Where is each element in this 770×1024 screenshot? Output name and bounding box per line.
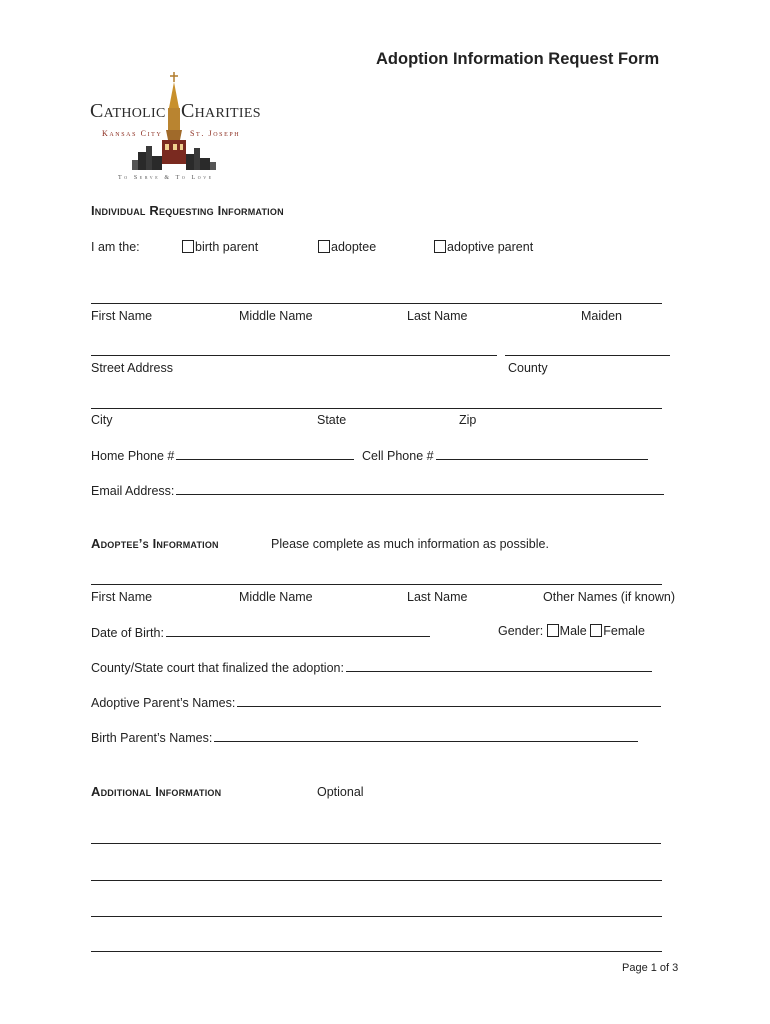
adoptee-checkbox[interactable] (318, 240, 330, 253)
cell-phone-field[interactable] (436, 447, 648, 460)
city-state-zip-field[interactable] (91, 408, 662, 409)
city-label: City (91, 413, 113, 427)
home-phone-label: Home Phone # (91, 449, 175, 463)
county-field[interactable] (505, 355, 670, 356)
birth-parent-label: birth parent (195, 240, 259, 254)
email-row (91, 482, 664, 498)
adoptive-parents-label: Adoptive Parent’s Names: (91, 696, 236, 710)
requester-first-name-label: First Name (91, 309, 153, 323)
adoptee-name-field[interactable] (91, 584, 662, 585)
adoptee-label: adoptee (331, 240, 377, 254)
logo-tagline: To Serve & To Love (118, 175, 214, 181)
birth-parents-row (91, 729, 638, 745)
option-adoptive-parent[interactable] (434, 240, 533, 254)
female-checkbox[interactable] (590, 624, 602, 637)
i-am-label: I am the: (91, 240, 140, 254)
logo-name-right: Charities (181, 100, 261, 122)
male-label: Male (559, 624, 587, 638)
email-label: Email Address: (91, 484, 175, 498)
birth-parents-label: Birth Parent’s Names: (91, 731, 213, 745)
adoptee-middle-name-label: Middle Name (239, 590, 313, 604)
street-address-label: Street Address (91, 361, 173, 375)
dob-row (91, 624, 430, 640)
county-label: County (508, 361, 548, 375)
option-birth-parent[interactable] (182, 240, 258, 254)
birth-parents-field[interactable] (214, 729, 638, 742)
logo-city-right: St. Joseph (190, 129, 241, 138)
cathedral-logo-icon (88, 72, 260, 184)
additional-info-line-4[interactable] (91, 951, 662, 952)
adoptive-parent-label: adoptive parent (447, 240, 534, 254)
email-field[interactable] (176, 482, 664, 495)
dob-label: Date of Birth: (91, 626, 164, 640)
adoptee-last-name-label: Last Name (407, 590, 468, 604)
catholic-charities-logo (88, 72, 260, 184)
section-heading-adoptee: Adoptee’s Information (91, 536, 219, 551)
additional-info-line-3[interactable] (91, 916, 662, 917)
adoptee-note: Please complete as much information as possible. (271, 537, 549, 551)
gender-row (498, 624, 645, 638)
court-field[interactable] (346, 659, 652, 672)
adoptive-parents-field[interactable] (237, 694, 661, 707)
option-adoptee[interactable] (318, 240, 376, 254)
section-heading-requester: Individual Requesting Information (91, 203, 284, 218)
additional-info-line-1[interactable] (91, 843, 661, 844)
street-address-field[interactable] (91, 355, 497, 356)
cell-phone-row (362, 447, 648, 463)
zip-label: Zip (459, 413, 477, 427)
home-phone-field[interactable] (176, 447, 354, 460)
requester-maiden-label: Maiden (581, 309, 622, 323)
logo-city-left: Kansas City (102, 129, 163, 138)
requester-name-field[interactable] (91, 303, 662, 304)
adoptive-parents-row (91, 694, 661, 710)
requester-middle-name-label: Middle Name (239, 309, 313, 323)
form-title: Adoption Information Request Form (376, 50, 660, 68)
adoptive-parent-checkbox[interactable] (434, 240, 446, 253)
additional-note: Optional (317, 785, 364, 799)
birth-parent-checkbox[interactable] (182, 240, 194, 253)
page-number: Page 1 of 3 (622, 962, 679, 974)
state-label: State (317, 413, 347, 427)
female-label: Female (603, 624, 645, 638)
gender-label: Gender: (498, 624, 544, 638)
court-row (91, 659, 652, 675)
adoptee-first-name-label: First Name (91, 590, 153, 604)
cell-phone-label: Cell Phone # (362, 449, 434, 463)
dob-field[interactable] (166, 624, 430, 637)
home-phone-row (91, 447, 354, 463)
section-heading-additional: Additional Information (91, 784, 222, 799)
logo-name-left: Catholic (90, 100, 166, 122)
adoptee-other-names-label: Other Names (if known) (543, 590, 675, 604)
additional-info-line-2[interactable] (91, 880, 662, 881)
requester-last-name-label: Last Name (407, 309, 468, 323)
court-label: County/State court that finalized the adoption: (91, 661, 344, 675)
male-checkbox[interactable] (547, 624, 559, 637)
